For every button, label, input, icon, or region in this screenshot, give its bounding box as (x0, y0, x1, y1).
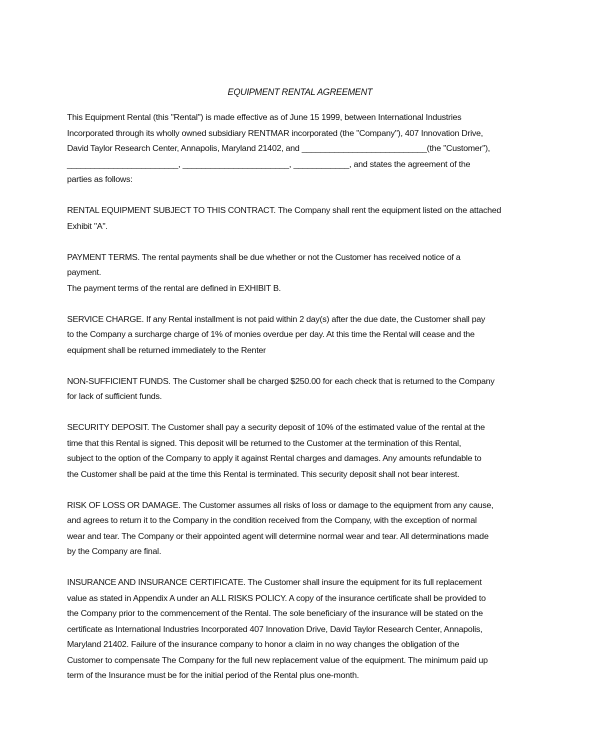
paragraph (67, 203, 537, 234)
document-body (67, 110, 537, 699)
text-line: PAYMENT TERMS. The rental payments shall be due whether or not the Customer has received notice of a (67, 251, 461, 262)
text-line: NON-SUFFICIENT FUNDS. The Customer shall be charged $250.00 for each check that is returned to the Company (67, 375, 495, 386)
text-line: to the Company a surcharge charge of 1% of monies overdue per day. At this time the Rental will cease and the (67, 329, 475, 339)
text-line: value as stated in Appendix A under an ALL RISKS POLICY. A copy of the insurance certificate shall be provided to (67, 592, 486, 603)
text-line: RISK OF LOSS OR DAMAGE. The Customer assumes all risks of loss or damage to the equipment from any cause, (67, 499, 494, 510)
paragraph (67, 420, 537, 482)
text-line: David Taylor Research Center, Annapolis, Maryland 21402, and ___________________________(the "Customer"), (67, 143, 491, 153)
text-line: Incorporated through its wholly owned subsidiary RENTMAR incorporated (the "Company"), 407 Innovation Drive, (67, 127, 483, 138)
paragraph (67, 575, 537, 684)
text-line: Exhibit "A". (67, 220, 108, 231)
text-line: RENTAL EQUIPMENT SUBJECT TO THIS CONTRACT. The Company shall rent the equipment listed on the attached (67, 205, 502, 215)
text-line: Maryland 21402. Failure of the insurance company to honor a claim in no way changes the obligation of the (67, 639, 460, 649)
text-line: This Equipment Rental (this "Rental") is made effective as of June 15 1999, between International Industries (67, 112, 462, 122)
paragraph (67, 374, 537, 405)
document-title: EQUIPMENT RENTAL AGREEMENT (227, 87, 373, 97)
paragraph (67, 312, 537, 359)
text-line: equipment shall be returned immediately to the Renter (67, 344, 266, 355)
text-line: ________________________, _______________________, ____________, and states the agreement of the (67, 158, 471, 169)
text-line: the Company prior to the commencement of the Rental. The sole beneficiary of the insurance will be stated on the (67, 608, 483, 618)
text-line: SERVICE CHARGE. If any Rental installment is not paid within 2 day(s) after the due date, the Customer shall pay (67, 313, 486, 324)
text-line: subject to the option of the Company to apply it against Rental charges and damages. Any amounts refundable to (67, 453, 482, 463)
text-line: wear and tear. The Company or their appointed agent will determine normal wear and tear. All determinations made (67, 530, 489, 541)
text-line: by the Company are final. (67, 546, 162, 556)
paragraph (67, 110, 537, 188)
text-line: and agrees to return it to the Company in the condition received from the Company, with the exception of normal (67, 515, 477, 525)
paragraph (67, 250, 537, 297)
paragraph (67, 498, 537, 560)
text-line: Customer to compensate The Company for the full new replacement value of the equipment. The minimum paid up (67, 654, 488, 665)
text-line: parties as follows: (67, 174, 133, 184)
text-line: SECURITY DEPOSIT. The Customer shall pay a security deposit of 10% of the estimated value of the rental at the (67, 422, 485, 432)
text-line: term of the Insurance must be for the initial period of the Rental plus one-month. (67, 670, 359, 680)
text-line: The payment terms of the rental are defined in EXHIBIT B. (67, 282, 281, 293)
text-line: the Customer shall be paid at the time this Rental is terminated. This security deposit shall not bear interest. (67, 468, 460, 479)
text-line: payment. (67, 267, 102, 277)
text-line: certificate as International Industries Incorporated 407 Innovation Drive, David Taylor Research Center, Annapolis, (67, 623, 483, 634)
text-line: for lack of sufficient funds. (67, 391, 162, 401)
text-line: INSURANCE AND INSURANCE CERTIFICATE. The Customer shall insure the equipment for its full replacement (67, 577, 482, 587)
text-line: time that this Rental is signed. This deposit will be returned to the Customer at the termination of this Rental, (67, 437, 462, 448)
